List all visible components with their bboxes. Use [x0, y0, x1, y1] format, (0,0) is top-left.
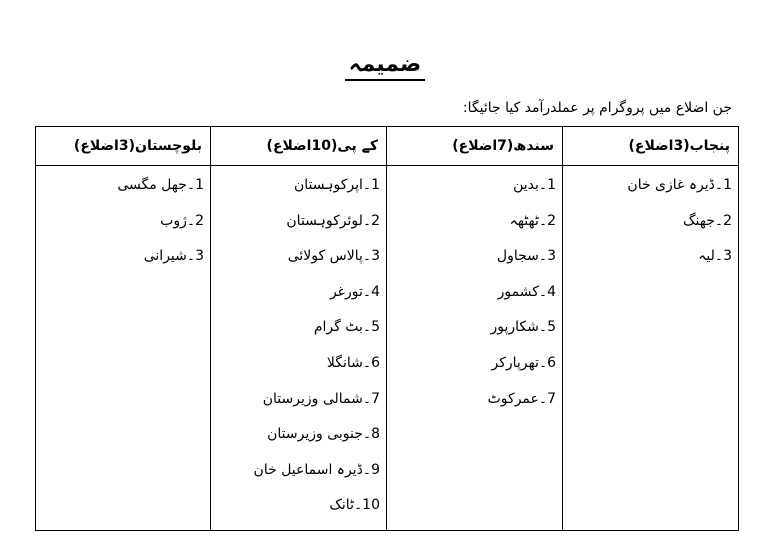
list-item: 3۔لیہ: [698, 248, 732, 265]
list-item: 9۔ڈیرہ اسماعیل خان: [253, 461, 380, 478]
list-item: 2۔جھنگ: [683, 212, 732, 229]
districts-table: [35, 126, 739, 531]
header-balochistan: بلوچستان(3اضلاع): [36, 127, 211, 166]
list-item: 4۔تورغر: [329, 283, 380, 300]
kp-districts: [211, 166, 387, 531]
page-title-text: ضمیمہ: [345, 52, 426, 81]
list-item: 6۔شانگلا: [326, 354, 380, 371]
list-item: 4۔کشمور: [497, 283, 556, 300]
balochistan-districts: [36, 166, 211, 531]
list-item: 1۔بدین: [513, 177, 556, 193]
list-item: 8۔جنوبی وزیرستان: [267, 426, 380, 443]
table-header-row: [36, 127, 739, 166]
table-body-row: [36, 166, 739, 531]
header-punjab: پنجاب(3اضلاع): [563, 127, 739, 166]
list-item: 1۔اپرکوہستان: [294, 177, 380, 193]
list-item: 5۔شکارپور: [490, 319, 556, 336]
list-item: 2۔ژوب: [160, 212, 204, 229]
list-item: 3۔شیرانی: [143, 248, 204, 265]
intro-text: جن اضلاع میں پروگرام پر عملدرآمد کیا جائیگا:: [462, 100, 732, 116]
list-item: 2۔لوئرکوہستان: [286, 212, 380, 229]
punjab-districts: [563, 166, 739, 531]
list-item: 2۔ٹھٹھہ: [509, 212, 556, 229]
page-title: [0, 52, 770, 77]
list-item: 5۔بٹ گرام: [313, 319, 380, 336]
list-item: 3۔سجاول: [496, 248, 556, 265]
list-item: 6۔تھرپارکر: [491, 354, 556, 371]
list-item: 10۔ٹانک: [329, 497, 380, 514]
sindh-districts: [387, 166, 563, 531]
header-kp: کے پی(10اضلاع): [211, 127, 387, 166]
list-item: 3۔پالاس کولائی: [287, 248, 380, 265]
list-item: 1۔ڈیرہ غازی خان: [627, 177, 732, 193]
list-item: 7۔عمرکوٹ: [487, 390, 556, 407]
list-item: 7۔شمالی وزیرستان: [262, 390, 380, 407]
list-item: 1۔جھل مگسی: [117, 177, 204, 193]
header-sindh: سندھ(7اضلاع): [387, 127, 563, 166]
